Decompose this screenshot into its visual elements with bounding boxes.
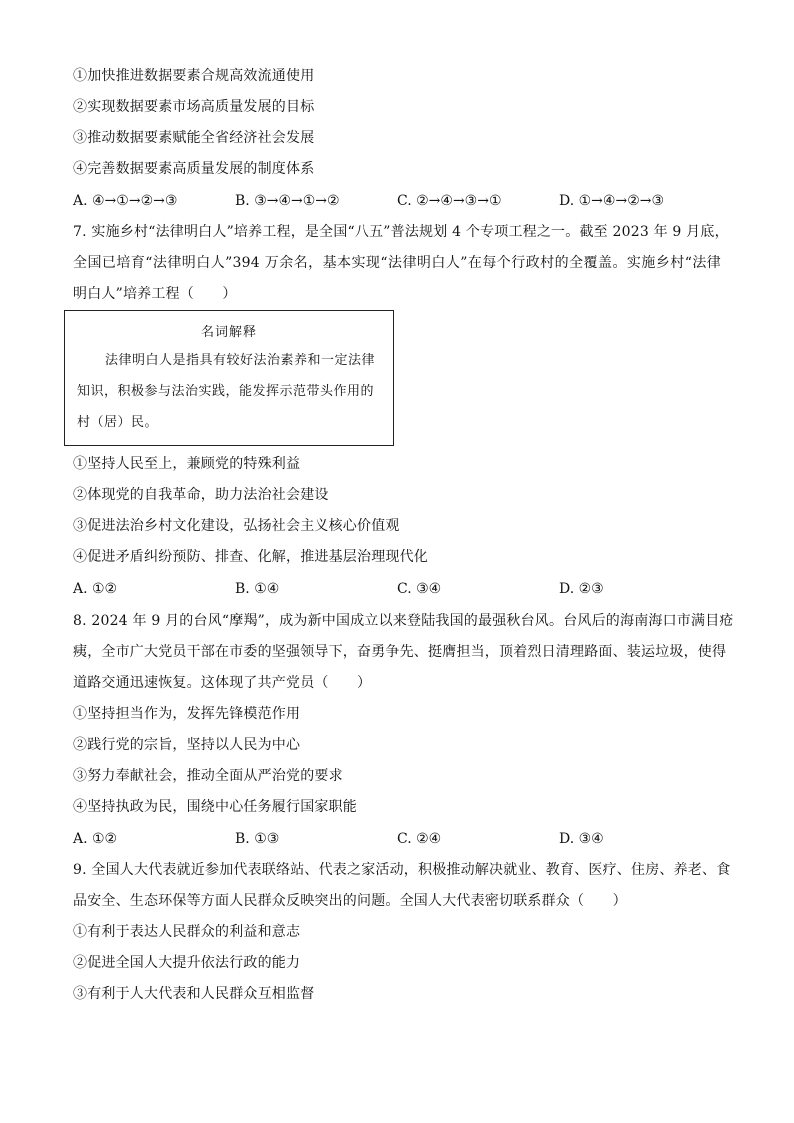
q6-option-b: B. ③→④→①→② bbox=[235, 193, 340, 209]
term-explanation-line-1: 法律明白人是指具有较好法治素养和一定法律 bbox=[105, 353, 376, 368]
q9-item-1: ①有利于表达人民群众的利益和意志 bbox=[73, 924, 301, 940]
q7-stem-line-2: 全国已培育“法律明白人”394 万余名，基本实现“法律明白人”在每个行政村的全覆盖。实施乡村“法律 bbox=[73, 255, 721, 271]
q9-stem-line-2: 品安全、生态环保等方面人民群众反映突出的问题。全国人大代表密切联系群众（ ） bbox=[73, 893, 627, 909]
q7-options bbox=[73, 579, 721, 599]
q8-item-2: ②践行党的宗旨，坚持以人民为中心 bbox=[73, 737, 301, 753]
q7-stem-line-1: 7. 实施乡村“法律明白人”培养工程，是全国“八五”普法规划 4 个专项工程之一。截至 2023 年 9 月底， bbox=[73, 224, 729, 240]
q9-item-3: ③有利于人大代表和人民群众互相监督 bbox=[73, 986, 315, 1002]
term-explanation-title: 名词解释 bbox=[200, 325, 257, 340]
q9-item-2: ②促进全国人大提升依法行政的能力 bbox=[73, 955, 301, 971]
q7-stem-line-3: 明白人”培养工程（ ） bbox=[73, 286, 237, 302]
q6-item-1: ①加快推进数据要素合规高效流通使用 bbox=[73, 68, 315, 84]
q6-item-3: ③推动数据要素赋能全省经济社会发展 bbox=[73, 130, 315, 146]
q6-option-d: D. ①→④→②→③ bbox=[559, 193, 665, 209]
q7-item-4: ④促进矛盾纠纷预防、排查、化解，推进基层治理现代化 bbox=[73, 549, 428, 565]
q6-option-c: C. ②→④→③→① bbox=[397, 193, 502, 209]
q7-option-d: D. ②③ bbox=[559, 581, 604, 597]
q8-item-3: ③努力奉献社会，推动全面从严治党的要求 bbox=[73, 768, 343, 784]
q8-item-4: ④坚持执政为民，围绕中心任务履行国家职能 bbox=[73, 799, 357, 815]
q8-option-d: D. ③④ bbox=[559, 831, 604, 847]
term-explanation-box bbox=[64, 310, 394, 446]
q6-item-2: ②实现数据要素市场高质量发展的目标 bbox=[73, 99, 315, 115]
q8-stem-line-1: 8. 2024 年 9 月的台风“摩羯”，成为新中国成立以来登陆我国的最强秋台风。台风后的海南海口市满目疮 bbox=[73, 613, 734, 629]
q8-option-b: B. ①③ bbox=[235, 831, 280, 847]
q9-stem-line-1: 9. 全国人大代表就近参加代表联络站、代表之家活动，积极推动解决就业、教育、医疗、住房、养老、食 bbox=[73, 862, 731, 878]
q7-option-a: A. ①② bbox=[73, 581, 118, 597]
term-explanation-line-3: 村（居）民。 bbox=[77, 415, 159, 430]
q7-option-c: C. ③④ bbox=[397, 581, 442, 597]
q8-item-1: ①坚持担当作为，发挥先锋模范作用 bbox=[73, 706, 301, 722]
q6-item-4: ④完善数据要素高质量发展的制度体系 bbox=[73, 161, 315, 177]
q6-options bbox=[73, 191, 721, 211]
q7-option-b: B. ①④ bbox=[235, 581, 280, 597]
q8-option-c: C. ②④ bbox=[397, 831, 442, 847]
q8-options bbox=[73, 829, 721, 849]
q6-option-a: A. ④→①→②→③ bbox=[73, 193, 178, 209]
q7-item-3: ③促进法治乡村文化建设，弘扬社会主义核心价值观 bbox=[73, 518, 400, 534]
q8-stem-line-3: 道路交通迅速恢复。这体现了共产党员（ ） bbox=[73, 675, 372, 691]
q7-item-2: ②体现党的自我革命，助力法治社会建设 bbox=[73, 487, 329, 503]
q8-option-a: A. ①② bbox=[73, 831, 118, 847]
q7-item-1: ①坚持人民至上，兼顾党的特殊利益 bbox=[73, 456, 301, 472]
term-explanation-line-2: 知识，积极参与法治实践，能发挥示范带头作用的 bbox=[77, 384, 375, 399]
q8-stem-line-2: 痍，全市广大党员干部在市委的坚强领导下，奋勇争先、挺膺担当，顶着烈日清理路面、装运垃圾，使得 bbox=[73, 644, 727, 660]
